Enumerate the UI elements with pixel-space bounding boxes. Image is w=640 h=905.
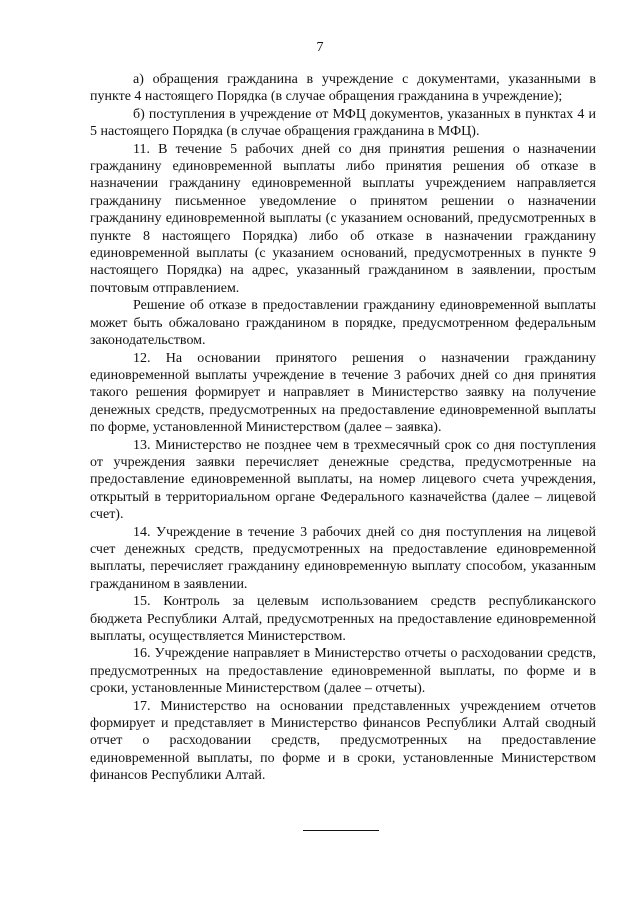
end-of-document-rule — [303, 830, 379, 831]
page-number: 7 — [316, 40, 324, 55]
paragraph-appeal: Решение об отказе в предоставлении гражданину единовременной выплаты может быть обжаловано гражданином в порядке, предусмотренном федеральным законодательством. — [90, 298, 596, 349]
paragraph-a: а) обращения гражданина в учреждение с документами, указанными в пункте 4 настоящего Порядка (в случае обращения гражданина в учреждение); — [90, 72, 596, 105]
paragraph-17: 17. Министерство на основании представленных учреждением отчетов формирует и представляет в Министерство финансов Республики Алтай сводный отчет о расходовании средств, предусмотренных на предоставление единовременной выплаты, по форме и в сроки, установленные Министерством финансов Республики Алтай. — [90, 698, 596, 784]
document-body — [90, 71, 596, 785]
paragraph-b: б) поступления в учреждение от МФЦ документов, указанных в пунктах 4 и 5 настоящего Порядка (в случае обращения гражданина в МФЦ). — [90, 106, 596, 140]
paragraph-11: 11. В течение 5 рабочих дней со дня принятия решения о назначении гражданину единовременной выплаты либо принятия решения об отказе в назначении гражданину единовременной выплаты учреждением направляется гражданину письменное уведомление о принятом решении о назначении гражданину единовременной выплаты (с указанием оснований, предусмотренных в пункте 8 настоящего Порядка) либо об отказе в назначении гражданину единовременной выплаты (с указанием оснований, предусмотренных в пункте 9 настоящего Порядка) на адрес, указанный гражданином в заявлении, простым почтовым отправлением. — [90, 141, 596, 296]
paragraph-12: 12. На основании принятого решения о назначении гражданину единовременной выплаты учреждение в течение 3 рабочих дней со дня принятия такого решения формирует и направляет в Министерство заявку на получение денежных средств, предусмотренных на предоставление единовременной выплаты по форме, установленной Министерством (далее – заявка). — [90, 350, 596, 436]
paragraph-13: 13. Министерство не позднее чем в трехмесячный срок со дня поступления от учреждения заявки перечисляет денежные средства, предусмотренные на предоставление единовременной выплаты, на номер лицевого счета учреждения, открытый в территориальном органе Федерального казначейства (далее – лицевой счет). — [90, 437, 596, 523]
paragraph-16: 16. Учреждение направляет в Министерство отчеты о расходовании средств, предусмотренных на предоставление единовременной выплаты, по форме и в сроки, установленные Министерством (далее – отчеты). — [90, 646, 596, 697]
paragraph-14: 14. Учреждение в течение 3 рабочих дней со дня поступления на лицевой счет денежных средств, предусмотренных на предоставление единовременной выплаты, перечисляет гражданину единовременную выплату способом, указанным гражданином в заявлении. — [90, 524, 596, 592]
paragraph-15: 15. Контроль за целевым использованием средств республиканского бюджета Республики Алтай, предусмотренных на предоставление единовременной выплаты, осуществляется Министерством. — [90, 594, 596, 644]
